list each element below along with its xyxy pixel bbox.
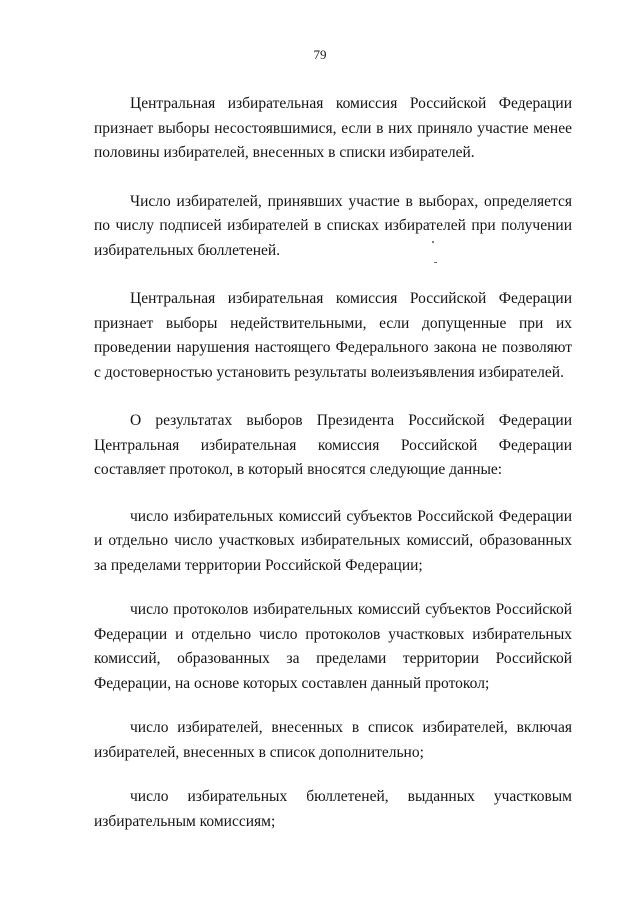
paragraph: число избирателей, внесенных в список избирателей, включая избирателей, внесенных в список дополнительно;	[94, 719, 572, 761]
paragraph: О результатах выборов Президента Российской Федерации Центральная избирательная комиссия Российской Федерации составляет протокол, в который вносятся следующие данные:	[94, 412, 572, 478]
paragraph: Центральная избирательная комиссия Российской Федерации признает выборы недействительными, если допущенные при их проведении нарушения настоящего Федерального закона не позволяют с достоверностью установить результаты волеизъявления избирателей.	[94, 290, 572, 381]
page-number: 79	[313, 47, 327, 62]
paragraph: число избирательных комиссий субъектов Российской Федерации и отдельно число участковых избирательных комиссий, образованных за пределами территории Российской Федерации;	[94, 507, 572, 574]
paragraph: Центральная избирательная комиссия Российской Федерации признает выборы несостоявшимися, если в них приняло участие менее половины избирателей, внесенных в списки избирателей.	[94, 95, 572, 161]
scan-speck	[432, 241, 434, 243]
document-body	[94, 92, 572, 858]
paragraph: Число избирателей, принявших участие в выборах, определяется по числу подписей избирателей в списках избирателей при получении избирательных бюллетеней.	[94, 192, 572, 259]
paragraph: число протоколов избирательных комиссий субъектов Российской Федерации и отдельно число протоколов участковых избирательных комиссий, образованных за пределами территории Российской Федерации, на основе которых составлен данный протокол;	[94, 601, 572, 692]
scan-speck	[434, 262, 437, 263]
paragraph: число избирательных бюллетеней, выданных участковым избирательным комиссиям;	[94, 788, 572, 830]
